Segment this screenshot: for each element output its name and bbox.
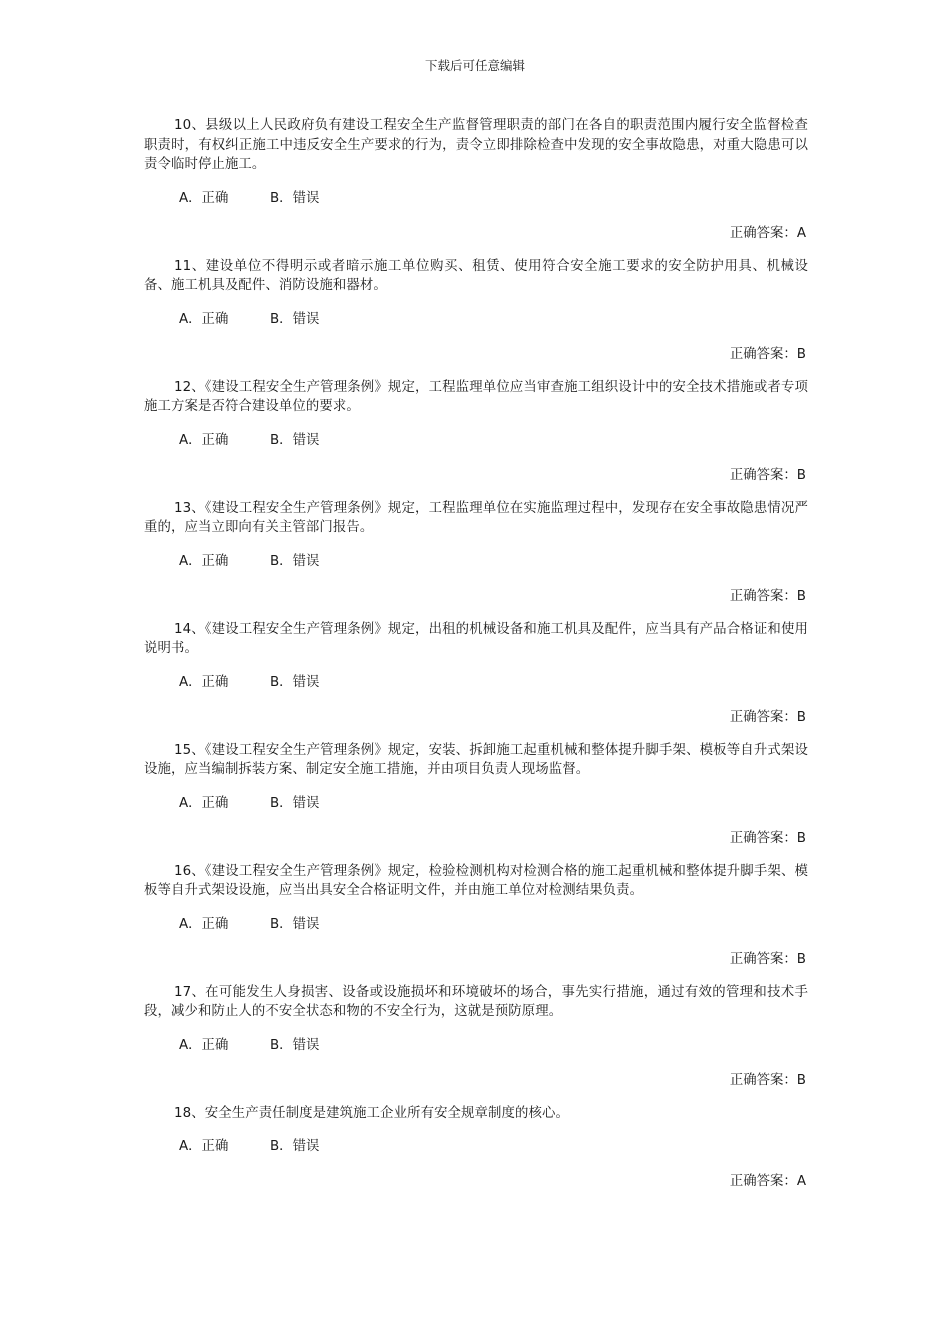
question-text: 18、安全生产责任制度是建筑施工企业所有安全规章制度的核心。 <box>174 1105 569 1121</box>
question-item <box>144 741 808 849</box>
option-b: B．错误 <box>270 1139 320 1154</box>
option-a: A．正确 <box>179 795 229 811</box>
option-b: B．错误 <box>270 795 320 811</box>
option-a: A．正确 <box>179 674 229 690</box>
question-item <box>144 1104 808 1193</box>
question-options <box>144 794 808 814</box>
question-options <box>144 1137 808 1157</box>
correct-answer: 正确答案：B <box>729 951 806 967</box>
option-b: B．错误 <box>270 674 320 690</box>
question-options <box>144 431 808 451</box>
correct-answer: 正确答案：B <box>729 588 806 604</box>
question-options <box>144 189 808 209</box>
option-b: B．错误 <box>270 1037 320 1053</box>
question-item <box>144 378 808 486</box>
question-text: 11、建设单位不得明示或者暗示施工单位购买、租赁、使用符合安全施工要求的安全防护用具、机械设备、施工机具及配件、消防设施和器材。 <box>144 258 808 293</box>
question-text: 17、在可能发生人身损害、设备或设施损坏和环境破坏的场合，事先实行措施，通过有效的管理和技术手段，减少和防止人的不安全状态和物的不安全行为，这就是预防原理。 <box>144 984 808 1019</box>
question-options <box>144 310 808 330</box>
correct-answer: 正确答案：B <box>729 346 806 362</box>
option-b: B．错误 <box>270 553 320 569</box>
question-item <box>144 983 808 1091</box>
question-text: 16、《建设工程安全生产管理条例》规定，检验检测机构对检测合格的施工起重机械和整体提升脚手架、模板等自升式架设设施，应当出具安全合格证明文件，并由施工单位对检测结果负责。 <box>144 863 808 898</box>
option-a: A．正确 <box>179 311 229 327</box>
question-text: 10、县级以上人民政府负有建设工程安全生产监督管理职责的部门在各自的职责范围内履行安全监督检查职责时，有权纠正施工中违反安全生产要求的行为，责令立即排除检查中发现的安全事故隐患，对重大隐患可以责令临时停止施工。 <box>144 118 808 172</box>
option-a: A．正确 <box>179 190 229 206</box>
question-text: 12、《建设工程安全生产管理条例》规定，工程监理单位应当审查施工组织设计中的安全技术措施或者专项施工方案是否符合建设单位的要求。 <box>144 379 808 414</box>
question-options <box>144 915 808 935</box>
option-b: B．错误 <box>270 311 320 327</box>
correct-answer: 正确答案：B <box>729 467 806 483</box>
correct-answer: 正确答案：A <box>729 1174 806 1189</box>
correct-answer: 正确答案：B <box>729 709 806 725</box>
question-list <box>144 116 808 1205</box>
question-item <box>144 116 808 244</box>
question-text: 15、《建设工程安全生产管理条例》规定，安装、拆卸施工起重机械和整体提升脚手架、模板等自升式架设设施，应当编制拆装方案、制定安全施工措施，并由项目负责人现场监督。 <box>144 742 808 777</box>
question-text: 13、《建设工程安全生产管理条例》规定，工程监理单位在实施监理过程中，发现存在安全事故隐患情况严重的，应当立即向有关主管部门报告。 <box>144 500 808 535</box>
question-item <box>144 257 808 365</box>
page-header: 下载后可任意编辑 <box>424 58 525 73</box>
option-b: B．错误 <box>270 432 320 448</box>
option-a: A．正确 <box>179 1139 229 1154</box>
option-b: B．错误 <box>270 190 320 206</box>
option-a: A．正确 <box>179 553 229 569</box>
question-options <box>144 1036 808 1056</box>
question-options <box>144 552 808 572</box>
correct-answer: 正确答案：A <box>729 225 806 241</box>
correct-answer: 正确答案：B <box>729 830 806 846</box>
question-item <box>144 499 808 607</box>
option-a: A．正确 <box>179 916 229 932</box>
question-item <box>144 862 808 970</box>
option-b: B．错误 <box>270 916 320 932</box>
correct-answer: 正确答案：B <box>729 1072 806 1088</box>
question-item <box>144 620 808 728</box>
option-a: A．正确 <box>179 1037 229 1053</box>
option-a: A．正确 <box>179 432 229 448</box>
question-text: 14、《建设工程安全生产管理条例》规定，出租的机械设备和施工机具及配件，应当具有产品合格证和使用说明书。 <box>144 621 808 656</box>
question-options <box>144 673 808 693</box>
